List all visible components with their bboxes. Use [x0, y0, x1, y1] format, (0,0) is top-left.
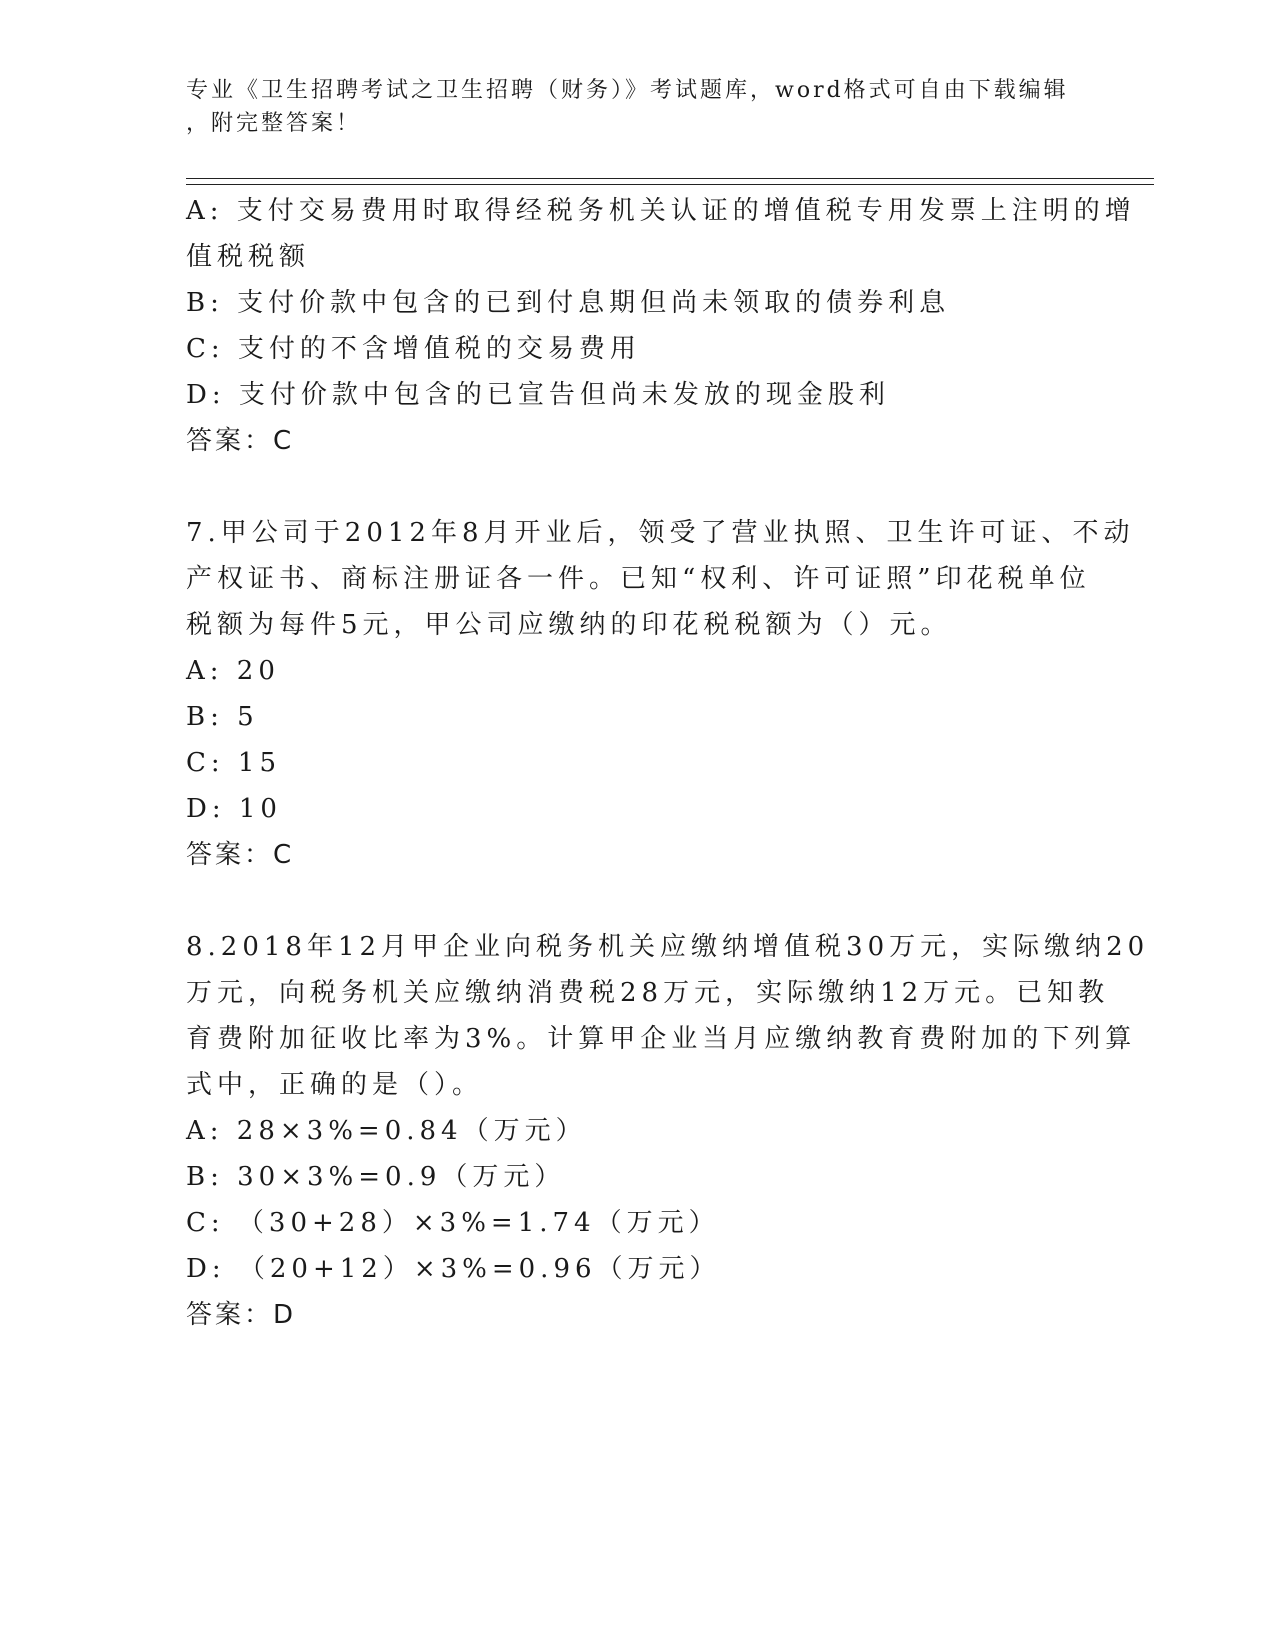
q7-answer: 答案：C [186, 840, 295, 870]
header-rule-top [186, 178, 1154, 179]
q8-stem-line3: 育费附加征收比率为3%。计算甲企业当月应缴纳教育费附加的下列算 [186, 1024, 1137, 1054]
q7-option-a: A: 20 [186, 656, 280, 686]
q6-option-a-line2: 值税税额 [186, 242, 311, 272]
q8-option-a: A: 28×3%=0.84（万元） [186, 1116, 587, 1146]
question-8-block [186, 924, 1150, 1338]
document-body [186, 188, 1150, 1338]
q7-option-b: B: 5 [186, 702, 259, 732]
q8-stem-line4: 式中，正确的是（）。 [186, 1070, 484, 1100]
q7-option-d: D: 10 [186, 794, 282, 824]
q7-stem-line1: 7.甲公司于2012年8月开业后，领受了营业执照、卫生许可证、不动 [186, 518, 1135, 548]
question-6-block [186, 188, 1136, 464]
q8-option-d: D: （20+12）×3%=0.96（万元） [186, 1254, 721, 1284]
q6-option-c: C: 支付的不含增值税的交易费用 [186, 334, 641, 364]
q6-option-a-line1: A: 支付交易费用时取得经税务机关认证的增值税专用发票上注明的增 [186, 196, 1136, 226]
q7-option-c: C: 15 [186, 748, 282, 778]
q8-option-b: B: 30×3%=0.9（万元） [186, 1162, 566, 1192]
header-line-2: ，附完整答案！ [186, 111, 362, 136]
q8-option-c: C: （30+28）×3%=1.74（万元） [186, 1208, 720, 1238]
q8-stem-line2: 万元，向税务机关应缴纳消费税28万元，实际缴纳12万元。已知教 [186, 978, 1110, 1008]
q6-option-d: D: 支付价款中包含的已宣告但尚未发放的现金股利 [186, 380, 890, 410]
q8-stem-line1: 8.2018年12月甲企业向税务机关应缴纳增值税30万元，实际缴纳20 [186, 932, 1150, 962]
q8-answer: 答案：D [186, 1300, 297, 1330]
q7-stem-line3: 税额为每件5元，甲公司应缴纳的印花税税额为（）元。 [186, 610, 952, 640]
q7-stem-line2: 产权证书、商标注册证各一件。已知“权利、许可证照”印花税单位 [186, 564, 1091, 594]
q6-option-b: B: 支付价款中包含的已到付息期但尚未领取的债券利息 [186, 288, 951, 318]
header-line-1: 专业《卫生招聘考试之卫生招聘（财务）》考试题库，word格式可自由下载编辑 [186, 78, 1069, 103]
document-header [186, 74, 1086, 140]
q6-answer: 答案：C [186, 426, 295, 456]
header-rule-bottom [186, 184, 1154, 185]
question-7-block [186, 510, 1135, 878]
